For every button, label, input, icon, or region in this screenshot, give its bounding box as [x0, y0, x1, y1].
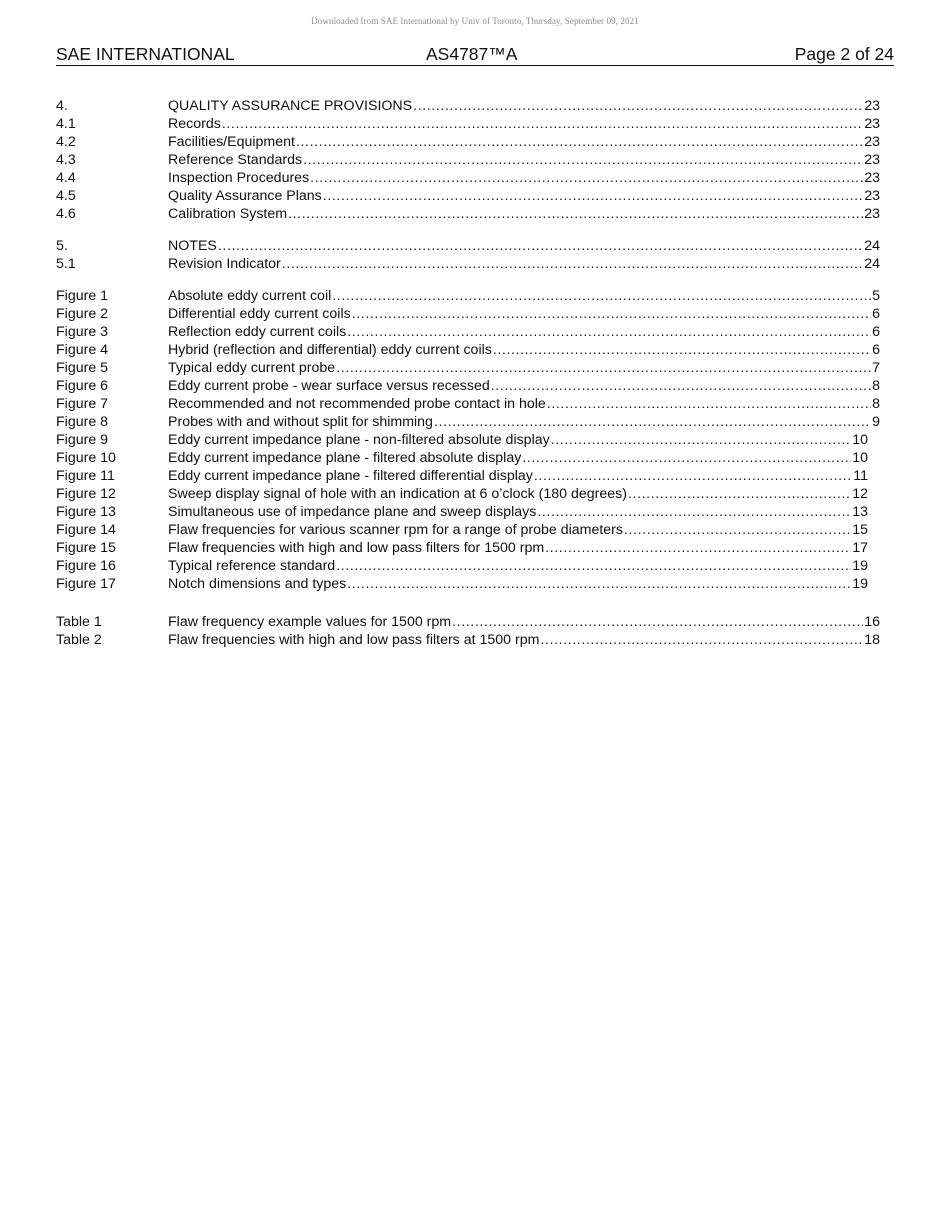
toc-title: Differential eddy current coils [168, 306, 351, 322]
publisher-name: SAE INTERNATIONAL [56, 44, 235, 64]
document-number: AS4787™A [426, 44, 518, 64]
toc-title: Revision Indicator [168, 256, 281, 272]
toc-leader-dots [624, 521, 851, 539]
toc-page: 23 [864, 188, 880, 204]
toc-title: Flaw frequencies for various scanner rpm for a range of probe diameters [168, 522, 624, 538]
toc-number: Figure 8 [56, 414, 109, 430]
toc-leader-dots [347, 575, 851, 593]
toc-row[interactable] [56, 377, 894, 395]
toc-row[interactable] [56, 503, 894, 521]
table-of-contents [56, 97, 894, 663]
toc-row[interactable] [56, 539, 894, 557]
toc-page: 8 [872, 378, 880, 394]
toc-number: Figure 12 [56, 486, 116, 502]
toc-row[interactable] [56, 359, 894, 377]
toc-row[interactable] [56, 413, 894, 431]
toc-number: Figure 14 [56, 522, 116, 538]
toc-row[interactable] [56, 395, 894, 413]
toc-row[interactable] [56, 431, 894, 449]
toc-page: 24 [864, 256, 880, 272]
page-header [56, 44, 894, 66]
toc-row[interactable] [56, 287, 894, 305]
toc-row[interactable] [56, 449, 894, 467]
toc-row[interactable] [56, 485, 894, 503]
toc-number: Figure 15 [56, 540, 116, 556]
toc-title: Sweep display signal of hole with an indication at 6 o’clock (180 degrees) [168, 486, 628, 502]
toc-page: 11 [853, 468, 868, 484]
toc-group-figures [56, 287, 894, 593]
toc-page: 6 [872, 306, 880, 322]
toc-leader-dots [452, 613, 863, 631]
toc-leader-dots [545, 539, 851, 557]
toc-leader-dots [296, 133, 863, 151]
toc-leader-dots [332, 287, 871, 305]
toc-page: 23 [864, 98, 880, 114]
toc-page: 13 [852, 504, 868, 520]
toc-title: Absolute eddy current coil [168, 288, 332, 304]
toc-page: 16 [864, 614, 880, 630]
toc-number: Figure 9 [56, 432, 109, 448]
toc-number: Figure 16 [56, 558, 116, 574]
toc-leader-dots [347, 323, 871, 341]
toc-title: Facilities/Equipment [168, 134, 295, 150]
toc-leader-dots [303, 151, 863, 169]
toc-leader-dots [352, 305, 871, 323]
toc-page: 19 [852, 576, 868, 592]
toc-row[interactable] [56, 133, 894, 151]
toc-page: 24 [864, 238, 880, 254]
toc-leader-dots [534, 467, 852, 485]
toc-row[interactable] [56, 115, 894, 133]
toc-title: NOTES [168, 238, 217, 254]
toc-row[interactable] [56, 151, 894, 169]
toc-title: Typical eddy current probe [168, 360, 336, 376]
toc-leader-dots [282, 255, 863, 273]
toc-leader-dots [551, 431, 852, 449]
toc-number: Figure 2 [56, 306, 109, 322]
toc-page: 23 [864, 206, 880, 222]
toc-leader-dots [413, 97, 863, 115]
toc-row[interactable] [56, 237, 894, 255]
toc-title: Reflection eddy current coils [168, 324, 347, 340]
toc-title: Typical reference standard [168, 558, 336, 574]
toc-leader-dots [540, 631, 863, 649]
toc-row[interactable] [56, 205, 894, 223]
toc-leader-dots [537, 503, 851, 521]
toc-number: 4. [56, 98, 68, 114]
toc-page: 23 [864, 134, 880, 150]
toc-number: Figure 11 [56, 468, 115, 484]
toc-title: Eddy current impedance plane - filtered differential display [168, 468, 533, 484]
toc-page: 6 [872, 342, 880, 358]
toc-title: Eddy current impedance plane - filtered absolute display [168, 450, 522, 466]
toc-leader-dots [336, 557, 851, 575]
toc-number: 4.1 [56, 116, 76, 132]
toc-page: 23 [864, 116, 880, 132]
toc-row[interactable] [56, 521, 894, 539]
toc-title: Flaw frequencies with high and low pass filters at 1500 rpm [168, 632, 540, 648]
toc-leader-dots [522, 449, 851, 467]
toc-row[interactable] [56, 97, 894, 115]
toc-row[interactable] [56, 255, 894, 273]
toc-number: 4.6 [56, 206, 76, 222]
toc-row[interactable] [56, 187, 894, 205]
toc-row[interactable] [56, 613, 894, 631]
toc-leader-dots [491, 377, 871, 395]
toc-page: 18 [864, 632, 880, 648]
toc-page: 17 [852, 540, 868, 556]
toc-leader-dots [493, 341, 871, 359]
toc-number: Figure 6 [56, 378, 109, 394]
toc-group-sections [56, 97, 894, 223]
toc-row[interactable] [56, 575, 894, 593]
toc-title: Probes with and without split for shimming [168, 414, 433, 430]
toc-number: Table 1 [56, 614, 102, 630]
toc-number: Figure 10 [56, 450, 116, 466]
toc-group-tables [56, 613, 894, 649]
toc-row[interactable] [56, 323, 894, 341]
toc-title: Flaw frequency example values for 1500 rpm [168, 614, 452, 630]
toc-leader-dots [336, 359, 871, 377]
toc-number: 5. [56, 238, 68, 254]
toc-leader-dots [222, 115, 863, 133]
toc-title: Notch dimensions and types [168, 576, 347, 592]
toc-number: Figure 7 [56, 396, 109, 412]
toc-title: Eddy current impedance plane - non-filtered absolute display [168, 432, 550, 448]
toc-page: 19 [852, 558, 868, 574]
toc-number: Figure 17 [56, 576, 116, 592]
toc-title: Hybrid (reflection and differential) eddy current coils [168, 342, 492, 358]
toc-title: Records [168, 116, 221, 132]
toc-title: Calibration System [168, 206, 288, 222]
page-number: Page 2 of 24 [794, 44, 894, 64]
toc-leader-dots [323, 187, 863, 205]
toc-group-notes [56, 237, 894, 273]
toc-title: QUALITY ASSURANCE PROVISIONS [168, 98, 413, 114]
toc-row[interactable] [56, 631, 894, 649]
toc-row[interactable] [56, 341, 894, 359]
toc-page: 15 [852, 522, 868, 538]
toc-row[interactable] [56, 169, 894, 187]
toc-title: Flaw frequencies with high and low pass filters for 1500 rpm [168, 540, 545, 556]
toc-leader-dots [628, 485, 851, 503]
toc-page: 23 [864, 170, 880, 186]
download-note: Downloaded from SAE International by Univ of Toronto, Thursday, September 09, 2021 [311, 16, 639, 26]
toc-number: 4.3 [56, 152, 76, 168]
toc-leader-dots [547, 395, 871, 413]
toc-number: 4.2 [56, 134, 76, 150]
toc-title: Recommended and not recommended probe contact in hole [168, 396, 546, 412]
toc-row[interactable] [56, 305, 894, 323]
toc-page: 5 [872, 288, 880, 304]
toc-leader-dots [434, 413, 871, 431]
toc-page: 7 [872, 360, 880, 376]
toc-page: 23 [864, 152, 880, 168]
toc-page: 9 [872, 414, 880, 430]
toc-row[interactable] [56, 557, 894, 575]
toc-title: Eddy current probe - wear surface versus recessed [168, 378, 490, 394]
toc-number: 4.5 [56, 188, 76, 204]
toc-number: 4.4 [56, 170, 76, 186]
toc-page: 12 [852, 486, 868, 502]
toc-page: 10 [852, 432, 868, 448]
toc-leader-dots [218, 237, 863, 255]
toc-row[interactable] [56, 467, 894, 485]
toc-title: Reference Standards [168, 152, 303, 168]
toc-page: 8 [872, 396, 880, 412]
toc-number: Table 2 [56, 632, 102, 648]
toc-leader-dots [310, 169, 863, 187]
toc-title: Inspection Procedures [168, 170, 310, 186]
toc-number: Figure 3 [56, 324, 109, 340]
toc-leader-dots [288, 205, 863, 223]
toc-number: Figure 5 [56, 360, 109, 376]
toc-number: 5.1 [56, 256, 76, 272]
toc-page: 6 [872, 324, 880, 340]
toc-title: Simultaneous use of impedance plane and sweep displays [168, 504, 537, 520]
toc-number: Figure 13 [56, 504, 116, 520]
toc-number: Figure 4 [56, 342, 109, 358]
toc-title: Quality Assurance Plans [168, 188, 322, 204]
toc-page: 10 [852, 450, 868, 466]
toc-number: Figure 1 [56, 288, 109, 304]
